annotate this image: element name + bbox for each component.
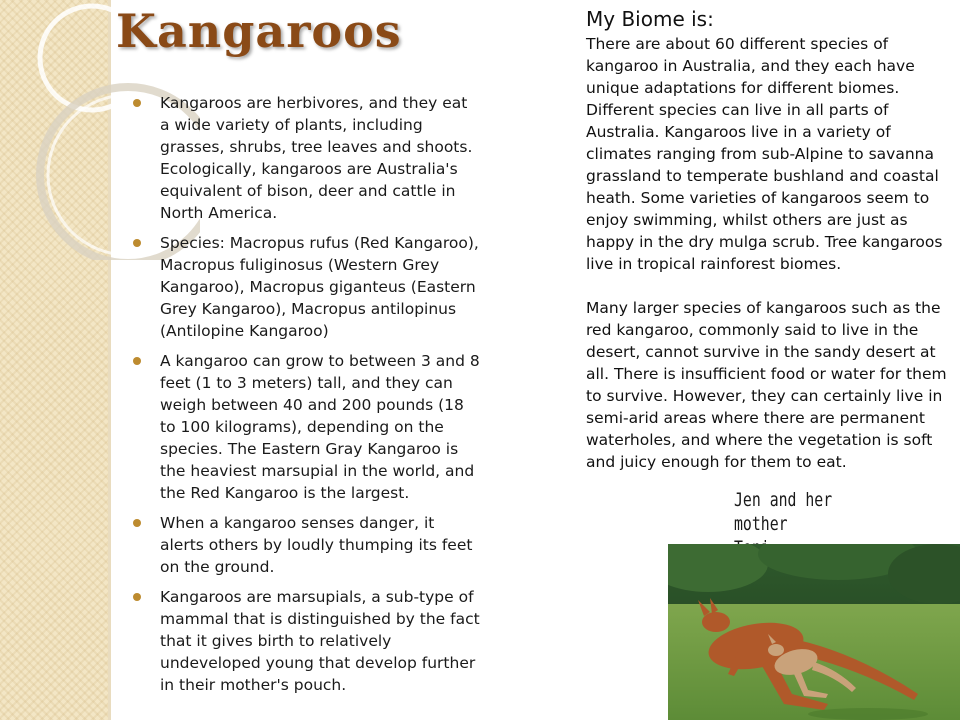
bullet-icon [133,239,141,247]
biome-paragraph-2: Many larger species of kangaroos such as the red kangaroo, commonly said to live in the desert, cannot survive in the sandy desert at all. There is insufficient food or water for them to survive. However, they can certainly live in semi-arid areas where there are permanent waterholes, and where the vegetation is soft and juicy enough for them to eat. [586,299,947,471]
biome-paragraph-1: There are about 60 different species of kangaroo in Australia, and they each have unique adaptations for different biomes. Different species can live in all parts of Australia. Kangaroos live in a variety of climates ranging from sub-Alpine to savanna grassland to temperate bushland and coastal heath. Some varieties of kangaroos seem to enjoy swimming, whilst others are just as happy in the dry mulga scrub. Tree kangaroos live in tropical rainforest biomes. [586,35,943,273]
list-item [130,350,480,504]
biome-section [586,8,958,495]
list-item [130,586,480,696]
bullet-icon [133,593,141,601]
bullet-icon [133,357,141,365]
bullet-icon [133,99,141,107]
list-item [130,92,480,224]
bullet-icon [133,519,141,527]
fact-text: When a kangaroo senses danger, it alerts others by loudly thumping its feet on the ground. [160,514,473,576]
biome-heading: My Biome is: [586,7,714,31]
list-item [130,512,480,578]
facts-list [130,92,480,704]
fact-text: Kangaroos are marsupials, a sub-type of mammal that is distinguished by the fact that it gives birth to relatively undeveloped young that develop further in their mother's pouch. [160,588,480,694]
fact-text: A kangaroo can grow to between 3 and 8 feet (1 to 3 meters) tall, and they can weigh between 40 and 200 pounds (18 to 100 kilograms), depending on the species. The Eastern Gray Kangaroo is the heaviest marsupial in the world, and the Red Kangaroo is the largest. [160,352,480,502]
list-item [130,232,480,342]
caption-line-1: Jen and her mother [734,489,833,535]
kangaroo-photo-image [668,544,960,720]
page-title: Kangaroos [116,4,402,58]
kangaroo-photo [668,544,960,720]
fact-text: Species: Macropus rufus (Red Kangaroo), Macropus fuliginosus (Western Grey Kangaroo), Macropus giganteus (Eastern Grey Kangaroo), Macropus antilopinus (Antilopine Kangaroo) [160,234,479,340]
fact-text: Kangaroos are herbivores, and they eat a wide variety of plants, including grasses, shrubs, tree leaves and shoots. Ecologically, kangaroos are Australia's equivalent of bison, deer and cattle in North America. [160,94,473,222]
